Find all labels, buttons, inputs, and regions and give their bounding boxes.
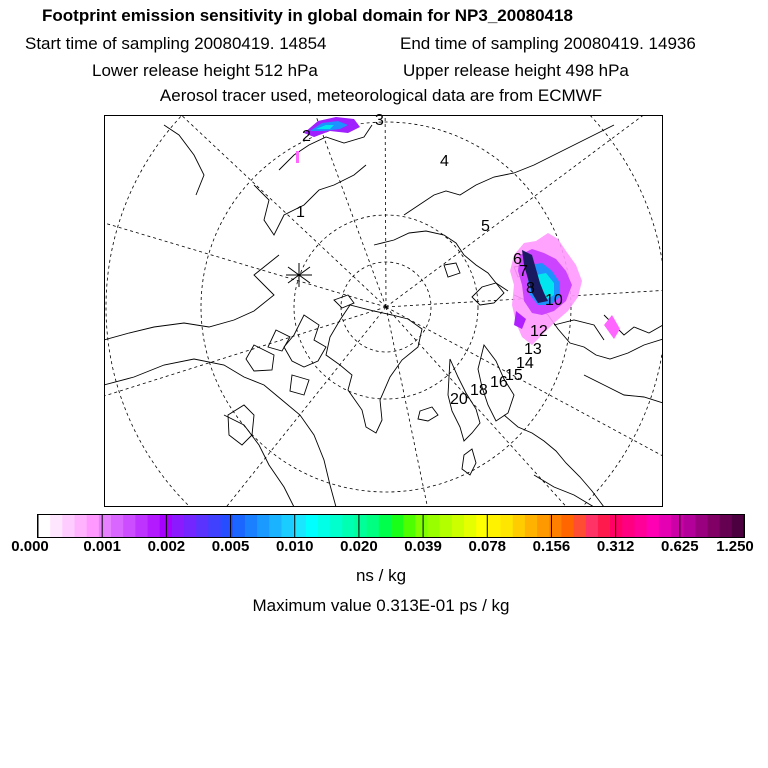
colorbar-segment xyxy=(75,515,88,537)
colorbar-segment xyxy=(62,515,75,537)
colorbar-tick-label: 0.010 xyxy=(275,538,314,555)
colorbar-segment xyxy=(257,515,270,537)
colorbar-segment xyxy=(415,515,428,537)
lower-height-text: Lower release height 512 hPa xyxy=(92,61,318,80)
trajectory-label-2: 2 xyxy=(302,128,311,145)
trajectory-label-18: 18 xyxy=(470,382,488,399)
trajectory-label-10: 10 xyxy=(545,292,563,309)
colorbar-segment xyxy=(111,515,124,537)
colorbar-segment xyxy=(233,515,246,537)
colorbar-segment xyxy=(306,515,319,537)
colorbar-segment xyxy=(269,515,282,537)
colorbar-segment xyxy=(196,515,209,537)
colorbar-tick-label: 0.625 xyxy=(661,538,699,555)
colorbar-segment xyxy=(123,515,136,537)
colorbar-tick-label: 0.000 xyxy=(11,538,49,555)
colorbar-segment xyxy=(379,515,392,537)
colorbar-segment xyxy=(440,515,453,537)
colorbar-tick-label: 1.250 xyxy=(716,538,754,555)
colorbar-segment xyxy=(452,515,465,537)
tracer-info-text: Aerosol tracer used, meteorological data are from ECMWF xyxy=(159,86,603,105)
colorbar-segment xyxy=(720,515,733,537)
colorbar-segment xyxy=(330,515,343,537)
trajectory-label-16: 16 xyxy=(490,374,508,391)
colorbar-segment xyxy=(707,515,720,537)
colorbar-segment xyxy=(354,515,367,537)
colorbar-tick-label: 0.001 xyxy=(83,538,121,555)
trajectory-label-13: 13 xyxy=(524,341,542,358)
trajectory-label-15: 15 xyxy=(505,367,523,384)
colorbar-segment xyxy=(695,515,708,537)
colorbar-segment xyxy=(634,515,647,537)
colorbar-segment xyxy=(732,515,745,537)
plot-title: Footprint emission sensitivity in global domain for NP3_20080418 xyxy=(42,6,573,25)
colorbar-tick-label: 0.005 xyxy=(211,538,250,555)
colorbar-segment xyxy=(50,515,63,537)
trajectory-label-6: 6 xyxy=(513,251,522,268)
colorbar-segment xyxy=(172,515,185,537)
colorbar-tick-label: 0.020 xyxy=(340,538,378,555)
colorbar-segment xyxy=(38,515,51,537)
colorbar-segment xyxy=(391,515,404,537)
colorbar-segment xyxy=(525,515,538,537)
colorbar-segment xyxy=(148,515,161,537)
colorbar-segment xyxy=(683,515,696,537)
upper-height-text: Upper release height 498 hPa xyxy=(403,61,629,80)
colorbar-units: ns / kg xyxy=(355,566,407,585)
trajectory-label-5: 5 xyxy=(481,218,490,235)
colorbar-segment xyxy=(488,515,501,537)
colorbar-segment xyxy=(647,515,660,537)
colorbar-segment xyxy=(464,515,477,537)
colorbar-segment xyxy=(208,515,221,537)
colorbar-segment xyxy=(659,515,672,537)
trajectory-label-4: 4 xyxy=(440,153,449,170)
colorbar-tick-label: 0.078 xyxy=(468,538,507,555)
colorbar-segment xyxy=(245,515,258,537)
colorbar-tick-label: 0.002 xyxy=(147,538,186,555)
colorbar-tick-label: 0.156 xyxy=(532,538,571,555)
colorbar-segment xyxy=(586,515,599,537)
colorbar-segment xyxy=(598,515,611,537)
colorbar-segment xyxy=(294,515,307,537)
trajectory-label-8: 8 xyxy=(526,280,535,297)
colorbar-tick-label: 0.039 xyxy=(404,538,442,555)
colorbar-segment xyxy=(622,515,635,537)
colorbar-segment xyxy=(318,515,331,537)
colorbar-segment xyxy=(403,515,416,537)
colorbar-segment xyxy=(537,515,550,537)
colorbar-segment xyxy=(184,515,197,537)
colorbar-segment xyxy=(281,515,294,537)
colorbar-segment xyxy=(574,515,587,537)
end-time-text: End time of sampling 20080419. 14936 xyxy=(400,34,696,53)
maximum-value-text: Maximum value 0.313E-01 ps / kg xyxy=(252,596,510,615)
map-frame xyxy=(104,115,663,507)
colorbar-segment xyxy=(221,515,234,537)
colorbar-tick-label: 0.312 xyxy=(596,538,635,555)
trajectory-label-1: 1 xyxy=(296,204,305,221)
colorbar-segment xyxy=(135,515,148,537)
colorbar xyxy=(37,514,745,538)
colorbar-segment xyxy=(501,515,514,537)
trajectory-label-20: 20 xyxy=(450,391,468,408)
colorbar-segment xyxy=(428,515,441,537)
trajectory-label-12: 12 xyxy=(530,323,548,340)
colorbar-segment xyxy=(99,515,112,537)
colorbar-segment xyxy=(367,515,380,537)
colorbar-segment xyxy=(513,515,526,537)
start-time-text: Start time of sampling 20080419. 14854 xyxy=(25,34,327,53)
colorbar-segment xyxy=(87,515,100,537)
trajectory-label-3: 3 xyxy=(375,112,384,129)
colorbar-segment xyxy=(561,515,574,537)
polar-map xyxy=(104,115,663,507)
trajectory-label-14: 14 xyxy=(516,355,534,372)
colorbar-segment xyxy=(671,515,684,537)
trajectory-label-7: 7 xyxy=(519,263,528,280)
colorbar-segment xyxy=(342,515,355,537)
colorbar-segment xyxy=(610,515,623,537)
